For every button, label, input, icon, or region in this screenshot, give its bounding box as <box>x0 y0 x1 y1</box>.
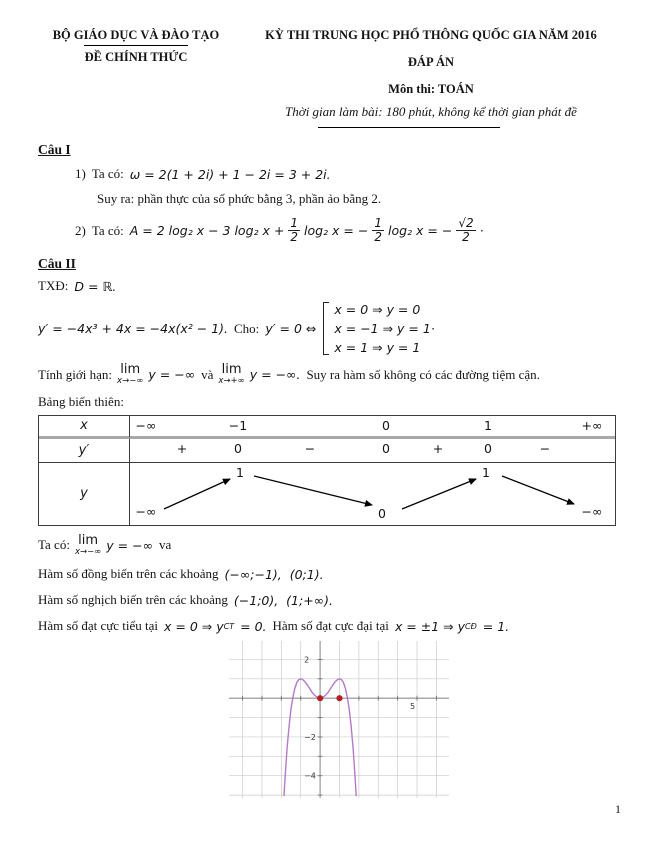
frac-num: √2 <box>458 216 474 230</box>
x-value: +∞ <box>581 417 603 433</box>
y-prime-sign: − <box>539 440 551 456</box>
answer-key-label: ĐÁP ÁN <box>407 55 455 69</box>
frac-den: 2 <box>374 230 382 245</box>
case-2: x = −1 ⇒ y = 1 <box>334 321 431 337</box>
limits-post: Suy ra hàm số không có các đường tiệm cận. <box>306 366 540 382</box>
left-bracket <box>323 302 329 355</box>
item-2-end-dot: · <box>479 223 484 239</box>
item-1-label: 1) <box>75 166 86 181</box>
cho-label: Cho: <box>234 320 260 336</box>
y-max-1: 1 <box>236 464 244 480</box>
derivative-condition: y′ = 0 ⇔ <box>265 321 317 337</box>
ministry-rule <box>84 45 188 46</box>
fraction-1-2-a <box>288 217 300 244</box>
duration-line: Thời gian làm bài: 180 phút, không kể thời gian phát đề <box>285 104 577 119</box>
extrema-math-2: = 0. <box>240 618 267 634</box>
derivative-line <box>38 302 628 355</box>
taco-post: va <box>159 537 172 553</box>
bbt-label: Bảng biến thiên: <box>38 393 124 409</box>
decrease-line <box>38 592 628 608</box>
increase-line <box>38 566 628 582</box>
y-limit-end: −∞ <box>581 503 603 519</box>
increase-intervals: (−∞;−1), (0;1). <box>224 566 324 582</box>
lim-subscript: x→−∞ <box>117 376 144 387</box>
limits-mid: và <box>201 366 214 382</box>
y-min: 0 <box>378 505 386 521</box>
item-1-pre: Ta có: <box>91 166 124 181</box>
function-graph <box>228 640 450 800</box>
section-2-heading: Câu II <box>38 256 76 272</box>
svg-text:5: 5 <box>410 702 416 712</box>
svg-text:−2: −2 <box>304 733 316 743</box>
case-3: x = 1 ⇒ y = 1 <box>334 340 421 356</box>
fraction-sqrt2-2 <box>456 217 475 244</box>
taco-pre: Ta có: <box>38 537 70 553</box>
ministry-title: BỘ GIÁO DỤC VÀ ĐÀO TẠO <box>52 28 220 42</box>
svg-text:2: 2 <box>304 655 310 665</box>
y-ct-subscript: CT <box>223 621 235 631</box>
lim-subscript: x→+∞ <box>218 376 245 387</box>
subject-line: Môn thi: TOÁN <box>388 82 474 96</box>
x-value: 1 <box>484 417 492 433</box>
extrema-text-1: Hàm số đạt cực tiểu tại <box>38 618 159 634</box>
increase-text: Hàm số đồng biến trên các khoảng <box>38 566 219 582</box>
txd-label: TXĐ: <box>38 278 69 294</box>
decrease-intervals: (−1;0), (1;+∞). <box>233 592 333 608</box>
lim-subscript: x→−∞ <box>74 546 102 557</box>
section-2 <box>38 256 628 800</box>
row-x-header: x <box>39 416 130 439</box>
frac-den: 2 <box>462 230 470 245</box>
item-2-formula-part2: log₂ x = − <box>304 223 369 239</box>
svg-text:−4: −4 <box>304 772 316 782</box>
item-2-label: 2) <box>75 222 86 238</box>
graph-svg <box>228 640 450 800</box>
item-2-formula-part3: log₂ x = − <box>387 223 453 239</box>
taco-value: y = −∞ <box>106 537 154 553</box>
domain-line <box>38 278 628 294</box>
item-1-note-text: Suy ra: phần thực của số phức bằng 3, phần ảo bằng 2. <box>97 191 382 206</box>
frac-num: 1 <box>374 216 382 230</box>
extrema-line <box>38 618 628 634</box>
x-value: −1 <box>228 417 248 433</box>
item-2-line <box>75 217 628 244</box>
y-max-2: 1 <box>482 464 490 480</box>
limit-2-value: y = −∞. <box>249 367 301 383</box>
extrema-math-4: = 1. <box>482 618 510 634</box>
limits-line <box>38 363 628 386</box>
table-row-y-prime <box>39 439 615 463</box>
frac-num: 1 <box>290 216 298 230</box>
variation-table <box>38 415 616 526</box>
fraction-1-2-b <box>372 217 384 244</box>
frac-den: 2 <box>290 230 298 245</box>
exam-title: KỲ THI TRUNG HỌC PHỔ THÔNG QUỐC GIA NĂM 2016 <box>265 28 597 42</box>
bbt-label-line <box>38 394 628 410</box>
limit-1 <box>117 363 143 386</box>
variation-arrows <box>130 463 615 525</box>
item-2-formula-part1: A = 2 log₂ x − 3 log₂ x + <box>129 223 285 239</box>
y-cd-subscript: CĐ <box>465 621 477 631</box>
table-row-x <box>39 416 615 439</box>
y-prime-sign: − <box>304 440 316 456</box>
derivative-formula: y′ = −4x³ + 4x = −4x(x² − 1). <box>38 321 229 337</box>
y-prime-sign: 0 <box>382 440 390 456</box>
cases-end-dot: · <box>430 321 435 337</box>
y-prime-sign: 0 <box>484 440 492 456</box>
lim-operator: lim <box>120 362 141 378</box>
y-limit-start: −∞ <box>135 503 157 519</box>
cases-block <box>323 302 430 355</box>
section-1 <box>38 142 628 244</box>
y-prime-sign: + <box>432 440 444 456</box>
limit-2 <box>218 363 244 386</box>
table-row-y <box>39 463 615 525</box>
y-prime-sign: 0 <box>234 440 242 456</box>
item-2-pre: Ta có: <box>91 222 124 238</box>
extrema-math-1: x = 0 ⇒ y <box>164 618 224 634</box>
lim-operator: lim <box>78 532 99 548</box>
limits-pre: Tính giới hạn: <box>38 366 113 382</box>
official-exam-label: ĐỀ CHÍNH THỨC <box>84 50 188 64</box>
taco-limit-line <box>38 534 628 557</box>
section-1-heading: Câu I <box>38 142 71 157</box>
header-right-block <box>234 28 628 128</box>
page-number: 1 <box>615 802 621 816</box>
item-1-formula: ω = 2(1 + 2i) + 1 − 2i = 3 + 2i. <box>129 166 331 182</box>
x-value: 0 <box>382 417 390 433</box>
item-1-line <box>75 166 628 182</box>
row-y-header: y <box>39 463 130 525</box>
row-y-prime-header: y′ <box>39 439 130 463</box>
limit-1-value: y = −∞ <box>148 367 196 383</box>
taco-limit <box>75 534 101 557</box>
lim-operator: lim <box>221 362 242 378</box>
decrease-text: Hàm số nghịch biến trên các khoảng <box>38 592 228 608</box>
extrema-math-3: x = ±1 ⇒ y <box>394 618 465 634</box>
duration-rule <box>318 127 500 128</box>
x-value: −∞ <box>135 417 157 433</box>
txd-math: D = ℝ. <box>74 278 117 294</box>
header-left-block <box>38 28 234 128</box>
extrema-text-2: Hàm số đạt cực đại tại <box>272 618 389 634</box>
y-prime-sign: + <box>176 440 188 456</box>
item-1-note <box>97 191 628 207</box>
case-1: x = 0 ⇒ y = 0 <box>334 302 421 318</box>
document-header <box>38 28 628 128</box>
